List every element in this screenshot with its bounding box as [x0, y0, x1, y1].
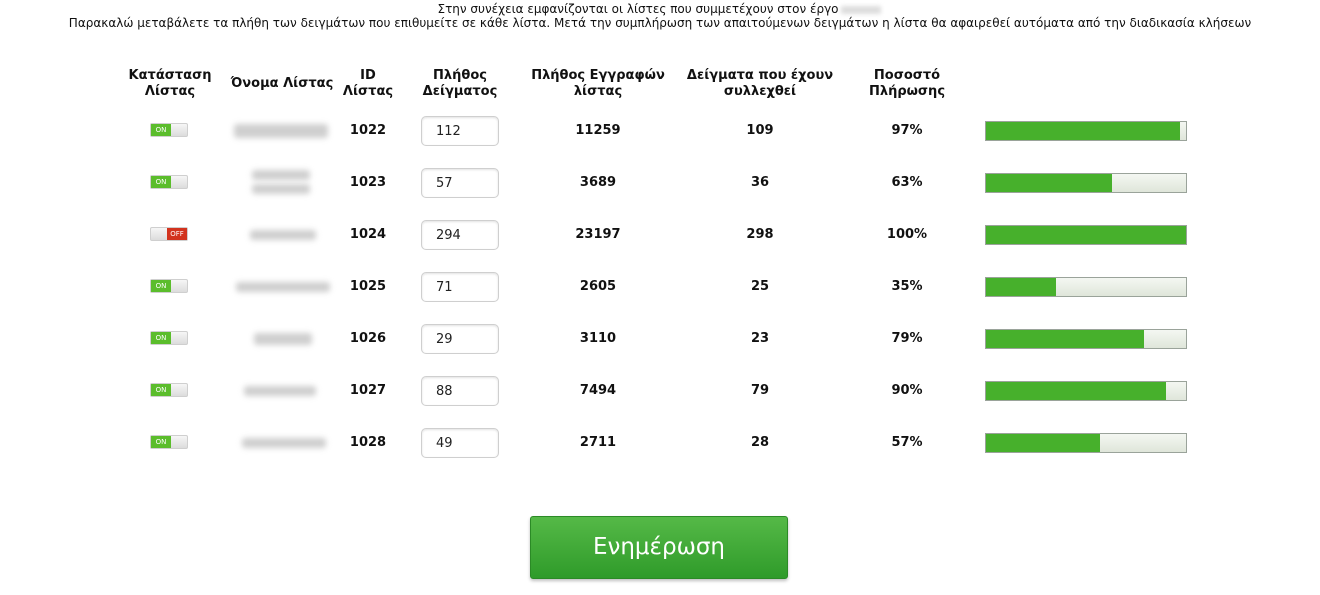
sample-size-input[interactable]	[421, 428, 499, 458]
records-count: 7494	[579, 383, 617, 398]
fill-progress-bar	[985, 381, 1187, 401]
status-toggle[interactable]	[150, 123, 188, 137]
toggle-on-label: ON	[151, 436, 171, 448]
redacted-list-name	[254, 333, 312, 345]
records-count: 23197	[575, 227, 621, 242]
header-name: Όνομα Λίστας	[230, 76, 334, 91]
redacted-list-name	[236, 282, 330, 292]
toggle-on-label: ON	[151, 384, 171, 396]
sample-size-input[interactable]	[421, 376, 499, 406]
list-id: 1026	[349, 331, 387, 346]
redacted-list-name	[234, 124, 328, 138]
status-toggle[interactable]	[150, 331, 188, 345]
update-button[interactable]: Ενημέρωση	[530, 516, 788, 579]
collected-count: 28	[750, 435, 770, 450]
header-records: Πλήθος Εγγραφών λίστας	[531, 68, 665, 99]
progress-fill	[986, 382, 1166, 400]
records-count: 3689	[579, 175, 617, 190]
fill-progress-bar	[985, 277, 1187, 297]
fill-progress-bar	[985, 225, 1187, 245]
records-count: 3110	[579, 331, 617, 346]
list-id: 1025	[349, 279, 387, 294]
fill-progress-bar	[985, 433, 1187, 453]
records-count: 2711	[579, 435, 617, 450]
header-status: Κατάσταση Λίστας	[128, 68, 212, 99]
sample-size-input[interactable]	[421, 272, 499, 302]
collected-count: 79	[750, 383, 770, 398]
header-sample: Πλήθος Δείγματος	[422, 68, 498, 99]
list-id: 1024	[349, 227, 387, 242]
list-id: 1027	[349, 383, 387, 398]
sample-size-input[interactable]	[421, 324, 499, 354]
records-count: 2605	[579, 279, 617, 294]
progress-fill	[986, 226, 1186, 244]
redacted-list-name	[252, 170, 310, 180]
list-id: 1023	[349, 175, 387, 190]
redacted-list-name	[252, 184, 310, 194]
fill-progress-bar	[985, 121, 1187, 141]
redacted-list-name	[250, 230, 316, 240]
fill-percentage: 90%	[891, 383, 923, 398]
intro-text	[0, 2, 1320, 30]
sample-size-input[interactable]	[421, 116, 499, 146]
status-toggle[interactable]	[150, 227, 188, 241]
collected-count: 23	[750, 331, 770, 346]
intro-line-1: Στην συνέχεια εμφανίζονται οι λίστες που συμμετέχουν στον έργο	[437, 2, 839, 16]
toggle-on-label: ON	[151, 176, 171, 188]
fill-percentage: 57%	[891, 435, 923, 450]
collected-count: 298	[746, 227, 774, 242]
progress-fill	[986, 174, 1112, 192]
sample-size-input[interactable]	[421, 168, 499, 198]
header-collected: Δείγματα που έχουν συλλεχθεί	[686, 68, 834, 99]
toggle-on-label: ON	[151, 280, 171, 292]
redacted-list-name	[242, 438, 326, 448]
fill-percentage: 63%	[891, 175, 923, 190]
list-id: 1022	[349, 123, 387, 138]
toggle-on-label: ON	[151, 332, 171, 344]
header-id: ID Λίστας	[342, 68, 394, 99]
status-toggle[interactable]	[150, 279, 188, 293]
fill-progress-bar	[985, 173, 1187, 193]
collected-count: 25	[750, 279, 770, 294]
header-percent: Ποσοστό Πλήρωσης	[868, 68, 946, 99]
collected-count: 36	[750, 175, 770, 190]
collected-count: 109	[746, 123, 774, 138]
intro-line-2: Παρακαλώ μεταβάλετε τα πλήθη των δειγμάτων που επιθυμείτε σε κάθε λίστα. Μετά την συμπλήρωση των απαιτούμενων δειγμάτων η λίστα θα αφαιρεθεί αυτόματα από την διαδικασία κλήσεων	[68, 16, 1252, 30]
progress-fill	[986, 330, 1144, 348]
fill-percentage: 79%	[891, 331, 923, 346]
fill-percentage: 97%	[891, 123, 923, 138]
progress-fill	[986, 122, 1180, 140]
sample-size-input[interactable]	[421, 220, 499, 250]
progress-fill	[986, 434, 1100, 452]
list-id: 1028	[349, 435, 387, 450]
status-toggle[interactable]	[150, 175, 188, 189]
fill-percentage: 100%	[886, 227, 928, 242]
records-count: 11259	[575, 123, 621, 138]
fill-percentage: 35%	[891, 279, 923, 294]
progress-fill	[986, 278, 1056, 296]
status-toggle[interactable]	[150, 435, 188, 449]
redacted-project-name	[841, 6, 881, 14]
toggle-on-label: ON	[151, 124, 171, 136]
fill-progress-bar	[985, 329, 1187, 349]
toggle-off-label: OFF	[167, 228, 187, 240]
status-toggle[interactable]	[150, 383, 188, 397]
redacted-list-name	[244, 386, 316, 396]
